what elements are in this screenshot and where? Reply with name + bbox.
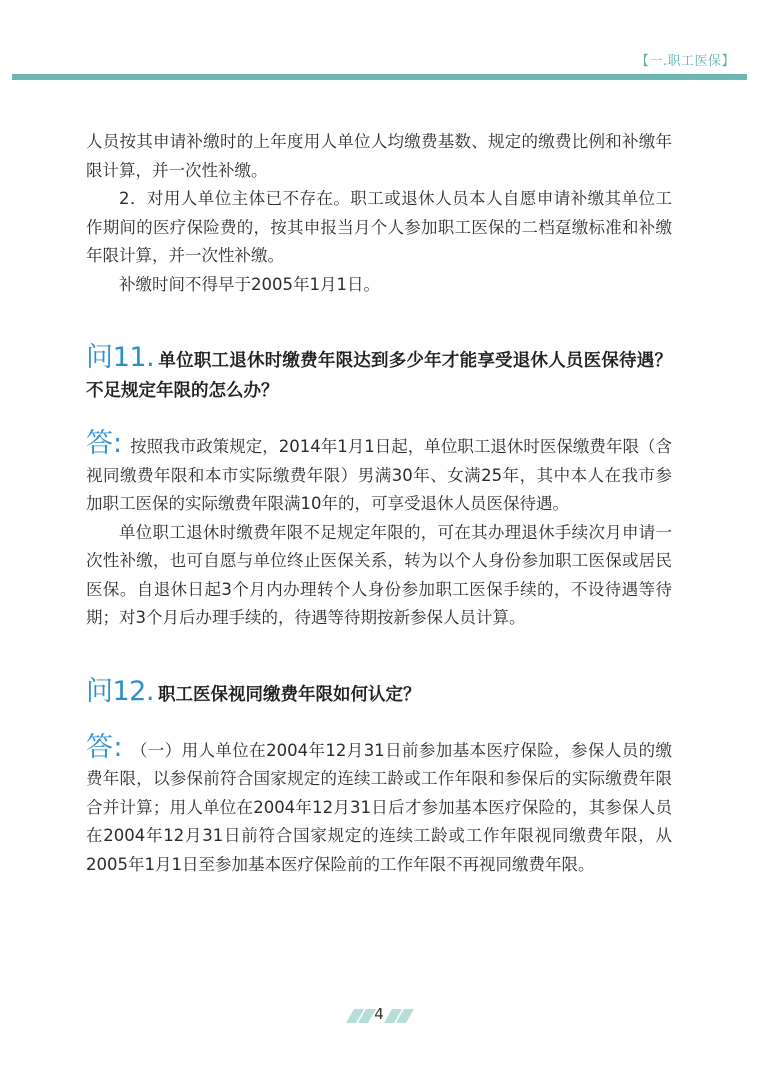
answer-paragraph	[86, 731, 672, 880]
question-label: 问11.	[86, 342, 155, 373]
continuation-paragraph: 补缴时间不得早于2005年1月1日。	[119, 274, 380, 294]
question-label: 问12.	[86, 675, 154, 707]
answer-label: 答:	[86, 731, 123, 763]
continuation-paragraph: 人员按其申请补缴时的上年度用人单位人均缴费基数、规定的缴费比例和补缴年限计算，并一次性补缴。	[86, 132, 672, 180]
answer-block	[86, 430, 672, 633]
question-text: 职工医保视同缴费年限如何认定？	[157, 684, 421, 705]
header-divider	[12, 74, 747, 80]
answer-text: （一）用人单位在2004年12月31日前参加基本医疗保险，参保人员的缴费年限，以参保前符合国家规定的连续工龄或工作年限和参保后的实际缴费年限合并计算；用人单位在2004年12月31日后才参加基本医疗保险的，其参保人员在2004年12月31日前符合国家规定的连续工龄或工作年限视同缴费年限，从2005年1月1日至参加基本医疗保险前的工作年限不再视同缴费年限。	[86, 740, 672, 874]
question-heading	[86, 343, 672, 406]
page-content	[86, 128, 672, 879]
answer-block	[86, 731, 672, 880]
answer-paragraph: 单位职工退休时缴费年限不足规定年限的，可在其办理退休手续次月申请一次性补缴，也可自愿与单位终止医保关系，转为以个人身份参加职工医保或居民医保。自退休日起3个月内办理转个人身份参加职工医保手续的，不设待遇等待期；对3个月后办理手续的，待遇等待期按新参保人员计算。	[86, 522, 672, 627]
answer-label: 答:	[86, 428, 123, 459]
answer-text: 按照我市政策规定，2014年1月1日起，单位职工退休时医保缴费年限（含视同缴费年限和本市实际缴费年限）男满30年、女满25年，其中本人在我市参加职工医保的实际缴费年限满10年的，可享受退休人员医保待遇。	[86, 437, 672, 513]
question-heading	[86, 677, 672, 710]
answer-paragraph	[86, 430, 672, 519]
question-11	[86, 343, 672, 633]
section-tag: 【一.职工医保】	[635, 54, 735, 69]
page-number: 4	[374, 1005, 384, 1023]
page-footer	[0, 1003, 757, 1029]
question-12	[86, 677, 672, 880]
question-text: 单位职工退休时缴费年限达到多少年才能享受退休人员医保待遇？不足规定年限的怎么办？	[86, 351, 672, 401]
continuation-paragraph: 2．对用人单位主体已不存在。职工或退休人员本人自愿申请补缴其单位工作期间的医疗保险费的，按其申报当月个人参加职工医保的二档趸缴标准和补缴年限计算，并一次性补缴。	[86, 189, 672, 265]
